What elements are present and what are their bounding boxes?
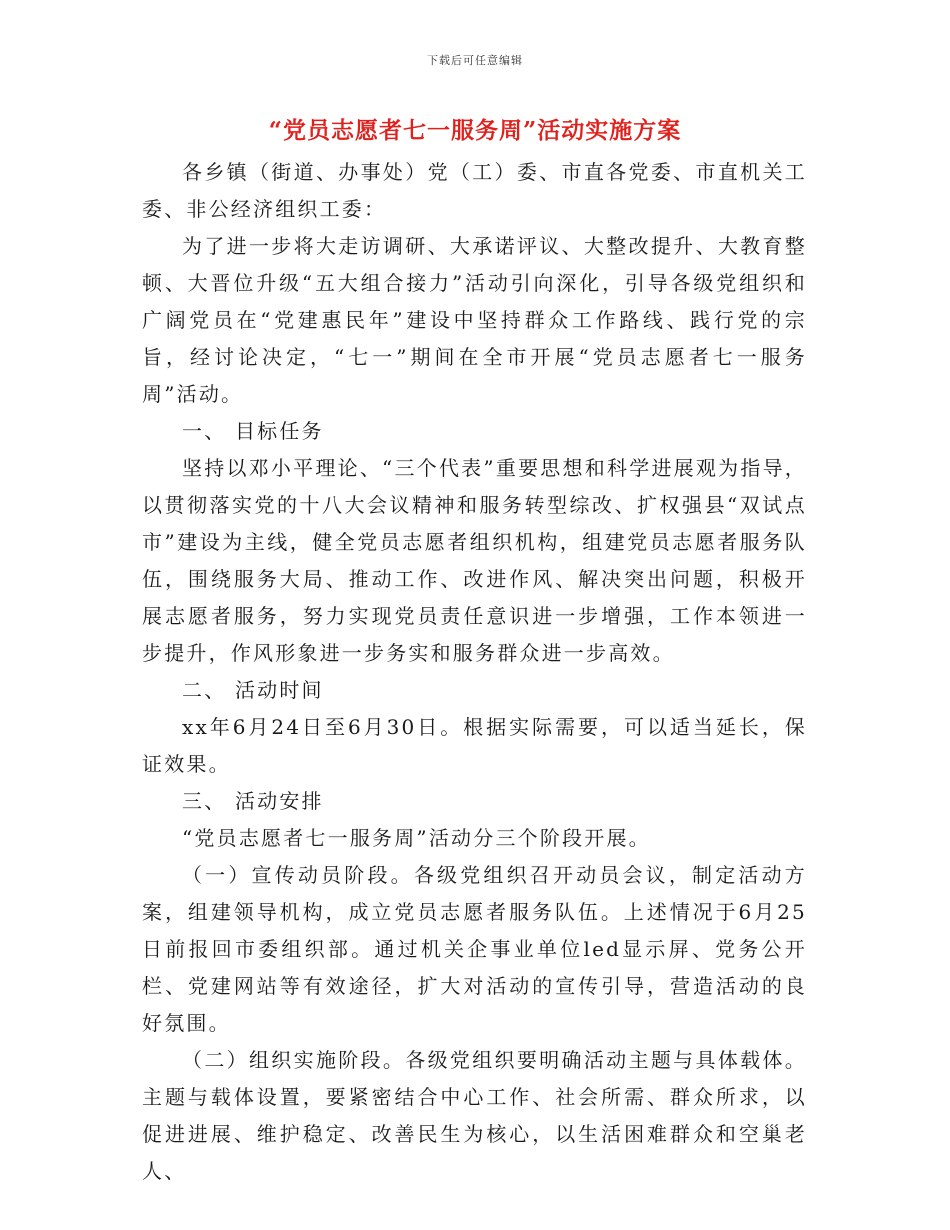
intro-paragraph: 为了进一步将大走访调研、大承诺评议、大整改提升、大教育整顿、大晋位升级“五大组合接力”活动引向深化，引导各级党组织和广阔党员在“党建惠民年”建设中坚持群众工作路线、践行党的宗旨，经讨论决定，“七一”期间在全市开展“党员志愿者七一服务周”活动。 [142, 234, 807, 406]
section-heading-arrangement: 三、 活动安排 [182, 789, 324, 813]
arrangement-intro-paragraph: “党员志愿者七一服务周”活动分三个阶段开展。 [182, 826, 651, 850]
document-body [142, 154, 807, 1190]
section-heading-goals: 一、 目标任务 [182, 419, 324, 443]
section-heading-time: 二、 活动时间 [182, 678, 324, 702]
time-paragraph: xx年6月24日至6月30日。根据实际需要，可以适当延长，保证效果。 [142, 715, 807, 776]
stage-one-paragraph: （一）宣传动员阶段。各级党组织召开动员会议，制定活动方案，组建领导机构，成立党员志愿者服务队伍。上述情况于6月25日前报回市委组织部。通过机关企事业单位led显示屏、党务公开栏、党建网站等有效途径，扩大对活动的宣传引导，营造活动的良好氛围。 [142, 863, 807, 1035]
goals-paragraph: 坚持以邓小平理论、“三个代表”重要思想和科学进展观为指导，以贯彻落实党的十八大会议精神和服务转型综改、扩权强县“双试点市”建设为主线，健全党员志愿者组织机构，组建党员志愿者服务队伍，围绕服务大局、推动工作、改进作风、解决突出问题，积极开展志愿者服务，努力实现党员责任意识进一步增强，工作本领进一步提升，作风形象进一步务实和服务群众进一步高效。 [142, 456, 807, 665]
salutation-paragraph: 各乡镇（街道、办事处）党（工）委、市直各党委、市直机关工委、非公经济组织工委： [142, 160, 807, 221]
document-title: “党员志愿者七一服务周”活动实施方案 [268, 117, 682, 144]
stage-two-paragraph: （二）组织实施阶段。各级党组织要明确活动主题与具体载体。主题与载体设置，要紧密结合中心工作、社会所需、群众所求，以促进进展、维护稳定、改善民生为核心，以生活困难群众和空巢老人、 [142, 1048, 807, 1183]
header-note: 下载后可任意编辑 [427, 54, 523, 67]
